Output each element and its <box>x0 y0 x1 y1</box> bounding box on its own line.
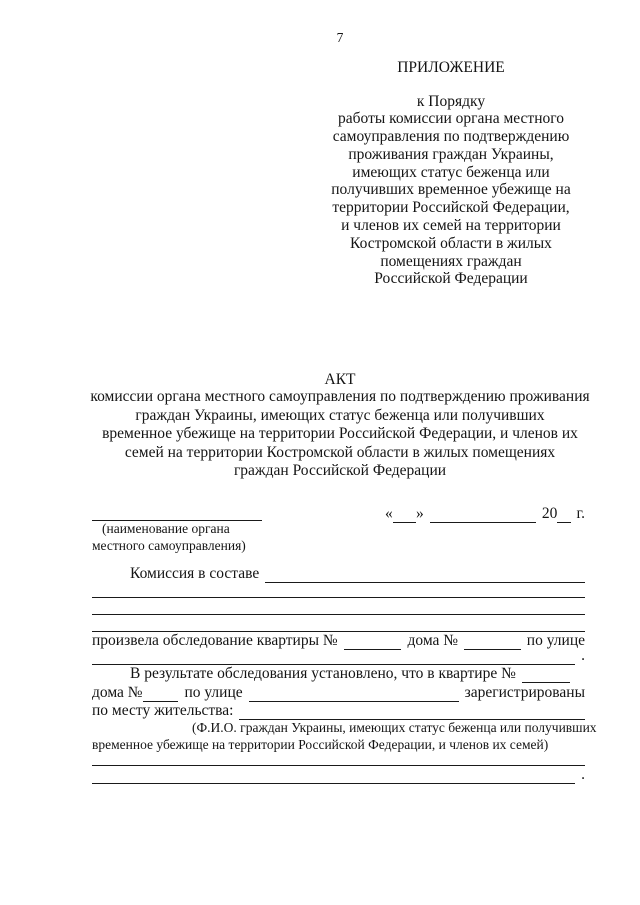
street-label: по улице <box>526 632 585 649</box>
commission-label: Комиссия в составе <box>130 565 260 582</box>
result-row <box>130 665 570 683</box>
street-name-blank-2 <box>249 685 459 702</box>
street-label-2: по улице <box>184 684 243 701</box>
appendix-reference-line: территории Российской Федерации, <box>332 199 570 217</box>
act-subtitle-line: временное убежище на территории Российской Федерации, и членов их <box>102 425 578 443</box>
organ-name-caption-line: (наименование органа <box>102 521 230 536</box>
persons-final-row <box>92 766 585 784</box>
act-title: АКТ <box>324 371 356 388</box>
date-day-blank <box>393 506 416 523</box>
persons-caption-line: временное убежище на территории Российской Федерации, и членов их семей) <box>92 737 549 752</box>
date-year-prefix: 20 <box>541 505 558 522</box>
house-number-blank-2 <box>143 685 179 702</box>
street-row <box>92 647 585 665</box>
appendix-reference-line: и членов их семей на территории <box>341 217 561 235</box>
residence-label: по месту жительства: <box>92 702 234 719</box>
inspection-label: произвела обследование квартиры № <box>92 632 338 649</box>
date-open-quote: « <box>385 505 393 522</box>
act-subtitle-line: семей на территории Костромской области в жилых помещениях <box>124 443 556 461</box>
act-subtitle-line: комиссии органа местного самоуправления по подтверждению проживания <box>90 388 590 405</box>
organ-name-caption-line: местного самоуправления) <box>92 538 246 553</box>
street-line-period: . <box>581 647 585 664</box>
registration-row <box>92 684 585 702</box>
commission-members-line <box>92 597 585 598</box>
page-number: 7 <box>336 30 344 45</box>
appendix-reference-line: Российской Федерации <box>374 270 528 288</box>
house-label-2: дома № <box>92 684 143 701</box>
date-close-quote: » <box>416 505 424 522</box>
appendix-reference-line: имеющих статус беженца или <box>352 163 550 181</box>
persons-caption-line: (Ф.И.О. граждан Украины, имеющих статус беженца или получивших <box>192 720 597 735</box>
residence-row <box>92 702 585 720</box>
act-subtitle <box>60 388 620 481</box>
appendix-reference-line: получивших временное убежище на <box>331 181 571 199</box>
appendix-reference <box>301 93 601 289</box>
date-month-blank <box>430 506 536 523</box>
appendix-reference-line: самоуправления по подтверждению <box>332 128 570 146</box>
appendix-reference-line: Костромской области в жилых <box>350 234 552 252</box>
house-label: дома № <box>407 632 459 649</box>
commission-members-line <box>92 614 585 615</box>
date-year-suffix: г. <box>576 505 585 522</box>
act-subtitle-line: граждан Российской Федерации <box>233 462 447 480</box>
act-subtitle-line: граждан Украины, имеющих статус беженца или получивших <box>135 406 545 424</box>
apartment-number-blank-2 <box>522 666 570 683</box>
persons-line-period: . <box>581 766 585 783</box>
residence-blank <box>239 703 585 720</box>
result-label: В результате обследования установлено, что в квартире № <box>130 665 516 682</box>
appendix-reference-line: к Порядку <box>416 92 486 110</box>
appendix-reference-line: помещениях граждан <box>380 252 522 270</box>
appendix-reference-line: проживания граждан Украины, <box>348 145 554 163</box>
street-name-line <box>92 648 575 665</box>
appendix-reference-line: работы комиссии органа местного <box>338 110 564 128</box>
appendix-title: ПРИЛОЖЕНИЕ <box>397 59 505 76</box>
persons-line <box>92 767 575 784</box>
commission-row <box>130 565 585 583</box>
date-year-blank <box>557 506 570 523</box>
commission-members-blank <box>265 566 585 583</box>
act-date <box>385 505 585 523</box>
registered-label: зарегистрированы <box>464 684 585 701</box>
